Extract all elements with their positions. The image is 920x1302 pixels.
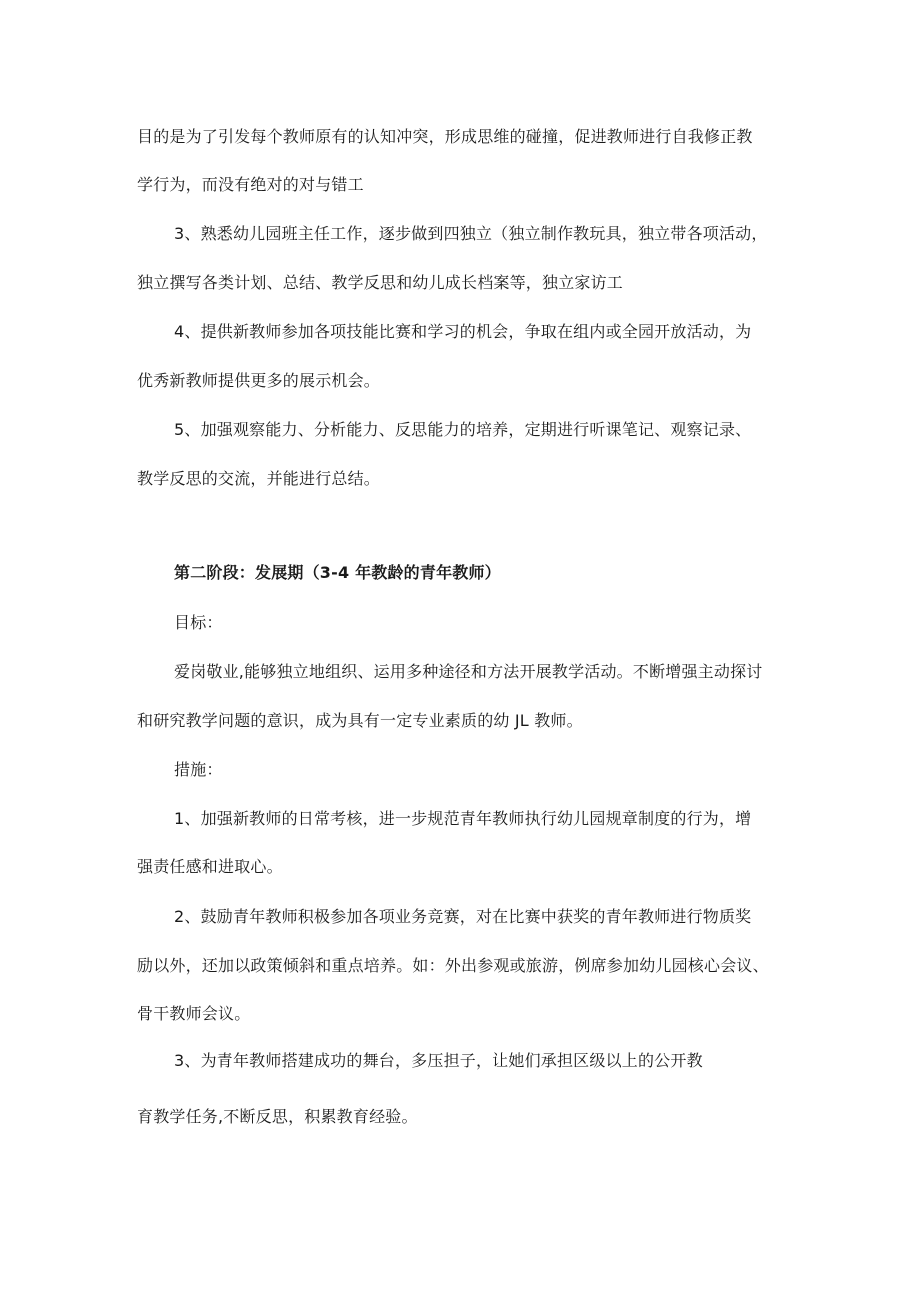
paragraph-line: 和研究教学问题的意识，成为具有一定专业素质的幼 JL 教师。 [137, 711, 583, 730]
paragraph-line: 独立撰写各类计划、总结、教学反思和幼儿成长档案等，独立家访工 [137, 273, 624, 292]
paragraph-line: 育教学任务,不断反思，积累教育经验。 [137, 1107, 418, 1126]
label-line: 措施： [174, 760, 223, 779]
paragraph-line: 1、加强新教师的日常考核，进一步规范青年教师执行幼儿园规章制度的行为，增 [174, 809, 752, 828]
paragraph-line: 3、熟悉幼儿园班主任工作，逐步做到四独立（独立制作教玩具，独立带各项活动， [174, 224, 768, 243]
paragraph-line: 3、为青年教师搭建成功的舞台，多压担子，让她们承担区级以上的公开教 [174, 1051, 703, 1070]
paragraph-line: 励以外，还加以政策倾斜和重点培养。如：外出参观或旅游，例席参加幼儿园核心会议、 [137, 956, 769, 975]
paragraph-line: 目的是为了引发每个教师原有的认知冲突，形成思维的碰撞，促进教师进行自我修正教 [137, 127, 753, 146]
paragraph-line: 爱岗敬业,能够独立地组织、运用多种途径和方法开展教学活动。不断增强主动探讨 [174, 662, 763, 681]
paragraph-line: 5、加强观察能力、分析能力、反思能力的培养，定期进行听课笔记、观察记录、 [174, 420, 752, 439]
paragraph-line: 4、提供新教师参加各项技能比赛和学习的机会，争取在组内或全园开放活动，为 [174, 322, 752, 341]
label-line: 目标： [174, 613, 223, 632]
paragraph-line: 教学反思的交流，并能进行总结。 [137, 469, 381, 488]
paragraph-line: 强责任感和进取心。 [137, 857, 283, 876]
paragraph-line: 2、鼓励青年教师积极参加各项业务竞赛，对在比赛中获奖的青年教师进行物质奖 [174, 907, 752, 926]
paragraph-line: 骨干教师会议。 [137, 1004, 251, 1023]
section-heading: 第二阶段：发展期（3-4 年教龄的青年教师） [174, 563, 501, 582]
paragraph-line: 学行为，而没有绝对的对与错工 [137, 175, 364, 194]
paragraph-line: 优秀新教师提供更多的展示机会。 [137, 371, 381, 390]
